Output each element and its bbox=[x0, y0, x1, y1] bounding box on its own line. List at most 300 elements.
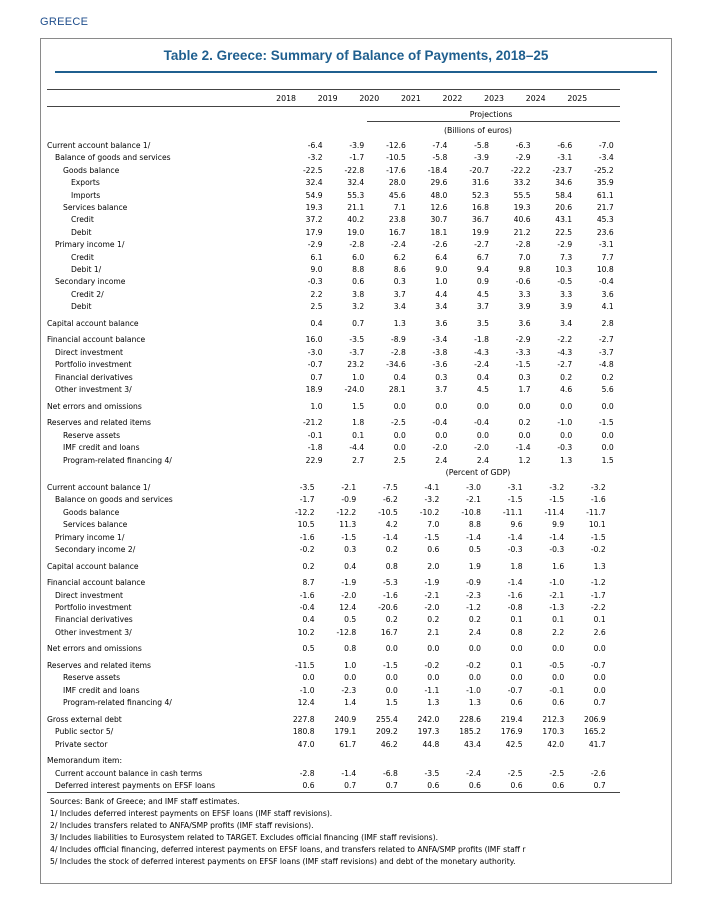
cell-2021: 9.0 bbox=[435, 265, 448, 275]
row-label: Balance on goods and services bbox=[55, 495, 173, 505]
cell-2018: -1.0 bbox=[299, 685, 315, 695]
cell-2018: 16.0 bbox=[305, 335, 323, 345]
cell-2019: -2.3 bbox=[341, 685, 357, 695]
cell-2019: 2.7 bbox=[352, 455, 365, 465]
year-header-2020: 2020 bbox=[359, 94, 380, 103]
cell-2019: 32.4 bbox=[347, 178, 365, 188]
cell-2021: 197.3 bbox=[417, 727, 440, 737]
cell-2024: 20.6 bbox=[555, 203, 573, 213]
cell-2021: 3.4 bbox=[435, 302, 448, 312]
cell-2022: 36.7 bbox=[472, 215, 489, 225]
table-row bbox=[47, 227, 614, 239]
table-row bbox=[47, 627, 606, 639]
row-label: Public sector 5/ bbox=[55, 727, 114, 737]
cell-2018: 6.1 bbox=[310, 252, 323, 262]
cell-2018: -2.9 bbox=[307, 240, 323, 250]
cell-2021: 0.6 bbox=[427, 781, 440, 791]
cell-2024: -4.3 bbox=[557, 347, 573, 357]
cell-2025: 10.8 bbox=[596, 265, 614, 275]
cell-2023: 33.2 bbox=[513, 178, 531, 188]
cell-2022: 0.9 bbox=[476, 277, 489, 287]
cell-2020: -17.6 bbox=[386, 165, 406, 175]
cell-2019: 0.7 bbox=[352, 318, 365, 328]
cell-2022: 4.5 bbox=[476, 385, 489, 395]
cell-2024: -1.4 bbox=[549, 532, 565, 542]
cell-2025: -1.5 bbox=[590, 532, 606, 542]
table-row bbox=[47, 755, 606, 767]
cell-2020: -12.6 bbox=[386, 141, 406, 150]
cell-2018: 0.7 bbox=[310, 372, 323, 382]
cell-2021: 29.6 bbox=[430, 178, 448, 188]
cell-2019: 19.0 bbox=[347, 227, 365, 237]
cell-2024: -6.6 bbox=[557, 141, 573, 150]
cell-2018: 1.0 bbox=[310, 401, 323, 411]
cell-2018: 2.2 bbox=[310, 289, 323, 299]
header-mid-rule bbox=[47, 106, 620, 107]
cell-2025: -0.2 bbox=[590, 545, 606, 555]
cell-2022: 0.2 bbox=[468, 615, 481, 625]
cell-2019: 11.3 bbox=[339, 520, 357, 530]
cell-2019: 3.8 bbox=[352, 289, 365, 299]
table-row bbox=[47, 202, 614, 214]
cell-2024: 0.0 bbox=[552, 673, 565, 683]
cell-2023: 0.0 bbox=[518, 401, 531, 411]
cell-2024: 2.2 bbox=[552, 627, 565, 637]
cell-2021: -3.5 bbox=[424, 768, 440, 778]
cell-2023: 9.6 bbox=[510, 520, 523, 530]
cell-2025: 0.0 bbox=[593, 644, 606, 654]
footnote-4: 4/ Includes official financing, deferred interest payments on EFSF loans, and transfers related to ANFA/SMP profits (IMF staff r bbox=[50, 845, 526, 855]
cell-2024: -2.5 bbox=[549, 768, 565, 778]
row-label: Reserves and related items bbox=[47, 418, 151, 428]
cell-2019: 0.0 bbox=[344, 673, 357, 683]
cell-2024: 4.6 bbox=[560, 385, 573, 395]
cell-2023: -2.9 bbox=[515, 153, 531, 163]
cell-2022: 228.6 bbox=[459, 714, 481, 724]
cell-2021: 0.0 bbox=[427, 644, 440, 654]
cell-2021: 242.0 bbox=[417, 714, 440, 724]
cell-2022: 43.4 bbox=[464, 739, 481, 749]
cell-2022: 185.2 bbox=[459, 727, 481, 737]
cell-2019: 1.5 bbox=[352, 401, 365, 411]
cell-2022: 0.0 bbox=[468, 673, 481, 683]
cell-2025: -25.2 bbox=[594, 165, 614, 175]
cell-2021: 48.0 bbox=[430, 190, 448, 200]
table-row bbox=[47, 334, 614, 346]
cell-2025: 0.0 bbox=[593, 673, 606, 683]
cell-2021: 0.6 bbox=[427, 545, 440, 555]
cell-2018: 19.3 bbox=[305, 203, 323, 213]
cell-2018: 8.7 bbox=[302, 578, 315, 588]
year-header-2025: 2025 bbox=[567, 94, 588, 103]
cell-2022: 31.6 bbox=[472, 178, 489, 188]
cell-2020: -6.8 bbox=[382, 768, 398, 778]
cell-2023: 3.6 bbox=[518, 318, 531, 328]
cell-2024: -2.2 bbox=[557, 335, 573, 345]
cell-2023: -1.4 bbox=[515, 443, 531, 453]
table-row bbox=[47, 359, 614, 371]
row-label: Services balance bbox=[63, 520, 128, 530]
cell-2018: -6.4 bbox=[307, 141, 323, 150]
cell-2023: -1.4 bbox=[507, 532, 523, 542]
cell-2021: -1.5 bbox=[424, 532, 440, 542]
cell-2023: -1.5 bbox=[515, 360, 531, 370]
cell-2024: 3.3 bbox=[560, 289, 573, 299]
cell-2021: 0.0 bbox=[435, 401, 448, 411]
table-row bbox=[47, 660, 606, 672]
cell-2020: 0.8 bbox=[385, 561, 398, 571]
cell-2023: 0.0 bbox=[510, 673, 523, 683]
projections-rule bbox=[367, 121, 620, 122]
cell-2019: 23.2 bbox=[347, 360, 365, 370]
table-row bbox=[47, 697, 606, 709]
cell-2018: -0.3 bbox=[307, 277, 323, 287]
year-header-2023: 2023 bbox=[484, 94, 504, 103]
cell-2025: 45.3 bbox=[596, 215, 614, 225]
row-label: IMF credit and loans bbox=[63, 443, 140, 453]
cell-2023: 42.5 bbox=[505, 739, 523, 749]
cell-2023: -0.8 bbox=[507, 603, 523, 613]
cell-2024: 7.3 bbox=[560, 252, 573, 262]
cell-2020 bbox=[356, 755, 398, 767]
section-unit-label: (Percent of GDP) bbox=[445, 468, 511, 477]
cell-2020: 3.7 bbox=[393, 289, 406, 299]
cell-2023: 21.2 bbox=[513, 227, 531, 237]
row-label: Program-related financing 4/ bbox=[63, 455, 172, 465]
cell-2024: 34.6 bbox=[555, 178, 573, 188]
cell-2022: -2.4 bbox=[466, 768, 481, 778]
cell-2024: 10.3 bbox=[555, 265, 573, 275]
cell-2023: 7.0 bbox=[518, 252, 531, 262]
cell-2020: -10.5 bbox=[386, 153, 406, 163]
section-unit-label: (Billions of euros) bbox=[444, 126, 512, 135]
cell-2019: -1.7 bbox=[349, 153, 365, 163]
cell-2018: 0.6 bbox=[302, 781, 315, 791]
cell-2020: 46.2 bbox=[380, 739, 398, 749]
cell-2021: 0.0 bbox=[427, 673, 440, 683]
cell-2018: -1.6 bbox=[299, 590, 315, 600]
cell-2019: 0.3 bbox=[344, 545, 357, 555]
cell-2023 bbox=[481, 755, 523, 767]
cell-2018: -0.4 bbox=[299, 603, 315, 613]
cell-2022: 1.3 bbox=[468, 698, 481, 708]
cell-2024: -1.0 bbox=[549, 578, 565, 588]
cell-2023: -1.4 bbox=[507, 578, 523, 588]
cell-2022: 16.8 bbox=[472, 203, 489, 213]
cell-2019: 12.4 bbox=[339, 603, 357, 613]
table-row bbox=[47, 165, 614, 177]
cell-2024: 22.5 bbox=[555, 227, 573, 237]
cell-2019: -2.1 bbox=[341, 483, 357, 492]
cell-2024: 0.0 bbox=[560, 401, 573, 411]
cell-2021: -1.9 bbox=[424, 578, 440, 588]
cell-2022: 2.4 bbox=[468, 627, 481, 637]
cell-2019: -3.7 bbox=[349, 347, 365, 357]
cell-2021: 1.3 bbox=[427, 698, 440, 708]
cell-2023: 0.2 bbox=[518, 418, 531, 428]
cell-2018: 227.8 bbox=[292, 714, 315, 724]
cell-2020: 0.3 bbox=[393, 277, 406, 287]
cell-2024: -3.1 bbox=[557, 153, 573, 163]
cell-2025: -0.4 bbox=[598, 277, 614, 287]
cell-2024: 1.3 bbox=[560, 455, 573, 465]
cell-2024 bbox=[523, 755, 565, 767]
cell-2024: 42.0 bbox=[547, 739, 565, 749]
cell-2022: 1.9 bbox=[468, 561, 481, 571]
cell-2021: -3.8 bbox=[432, 347, 448, 357]
year-header-2022: 2022 bbox=[442, 94, 463, 103]
cell-2025: 0.7 bbox=[593, 781, 606, 791]
cell-2019: -24.0 bbox=[344, 385, 365, 395]
row-label: Financial account balance bbox=[47, 335, 146, 345]
cell-2025: -11.7 bbox=[586, 507, 606, 517]
source-note: Sources: Bank of Greece; and IMF staff estimates. bbox=[50, 797, 240, 806]
cell-2024: 170.3 bbox=[542, 727, 565, 737]
cell-2018: -12.2 bbox=[294, 507, 315, 517]
cell-2024: 58.4 bbox=[555, 190, 573, 200]
row-label: Direct investment bbox=[55, 590, 124, 600]
cell-2020: -8.9 bbox=[390, 335, 406, 345]
cell-2018: 0.4 bbox=[310, 318, 323, 328]
cell-2018: -11.5 bbox=[294, 661, 315, 671]
cell-2022 bbox=[439, 755, 481, 767]
cell-2023: 1.7 bbox=[518, 385, 531, 395]
cell-2020: 0.0 bbox=[393, 443, 406, 453]
cell-2018: 10.5 bbox=[297, 520, 315, 530]
cell-2022: -20.7 bbox=[469, 165, 489, 175]
cell-2018: 2.5 bbox=[310, 302, 323, 312]
cell-2022: -0.2 bbox=[466, 661, 481, 671]
cell-2021: 2.0 bbox=[427, 561, 440, 571]
cell-2021: 12.6 bbox=[430, 203, 448, 213]
cell-2018: -1.7 bbox=[299, 495, 315, 505]
table-row bbox=[47, 152, 614, 164]
row-label: Goods balance bbox=[63, 165, 120, 175]
row-label: Exports bbox=[71, 178, 100, 188]
cell-2022: 19.9 bbox=[472, 227, 489, 237]
cell-2025: -2.7 bbox=[598, 335, 614, 345]
cell-2022: -3.9 bbox=[474, 153, 489, 163]
cell-2022: 3.7 bbox=[476, 302, 489, 312]
cell-2025 bbox=[564, 755, 606, 767]
table-row bbox=[47, 614, 606, 626]
table-row bbox=[47, 177, 614, 189]
row-label: Program-related financing 4/ bbox=[63, 698, 172, 708]
cell-2018: 12.4 bbox=[297, 698, 315, 708]
cell-2025: -2.2 bbox=[590, 603, 606, 613]
cell-2019: -3.9 bbox=[349, 141, 365, 150]
cell-2019: -22.8 bbox=[344, 165, 365, 175]
cell-2019: -3.5 bbox=[349, 335, 365, 345]
cell-2022: -1.8 bbox=[474, 335, 489, 345]
cell-2025: 0.0 bbox=[601, 430, 614, 440]
cell-2020: -20.6 bbox=[378, 603, 398, 613]
cell-2019: -1.5 bbox=[341, 532, 357, 542]
cell-2025: 0.2 bbox=[601, 372, 614, 382]
cell-2020: 16.7 bbox=[380, 627, 398, 637]
cell-2018: 0.5 bbox=[302, 644, 315, 654]
cell-2020: -2.4 bbox=[390, 240, 406, 250]
table-row bbox=[47, 602, 606, 614]
footnote-1: 1/ Includes deferred interest payments on EFSF loans (IMF staff revisions). bbox=[50, 809, 333, 819]
cell-2023: 9.8 bbox=[518, 265, 531, 275]
cell-2023: -2.8 bbox=[515, 240, 531, 250]
cell-2020: -1.5 bbox=[382, 661, 398, 671]
table-row bbox=[47, 780, 606, 792]
row-label: Primary income 1/ bbox=[55, 532, 125, 542]
cell-2025: -3.7 bbox=[598, 347, 614, 357]
projections-label: Projections bbox=[469, 110, 513, 119]
cell-2018: -0.7 bbox=[307, 360, 323, 370]
cell-2020: -2.5 bbox=[390, 418, 406, 428]
row-label: Reserve assets bbox=[63, 673, 121, 683]
cell-2019: 21.1 bbox=[347, 203, 365, 213]
cell-2018: -3.5 bbox=[299, 483, 315, 492]
cell-2023: 219.4 bbox=[500, 714, 523, 724]
row-label: Net errors and omissions bbox=[47, 401, 142, 411]
cell-2023: -0.7 bbox=[507, 685, 523, 695]
row-label: Current account balance 1/ bbox=[47, 141, 151, 150]
cell-2020: 209.2 bbox=[376, 727, 398, 737]
cell-2019 bbox=[315, 755, 357, 767]
cell-2021: 0.0 bbox=[435, 430, 448, 440]
cell-2025: 1.3 bbox=[593, 561, 606, 571]
cell-2022: -10.8 bbox=[461, 507, 481, 517]
cell-2019: 179.1 bbox=[334, 727, 357, 737]
cell-2025: 35.9 bbox=[596, 178, 614, 188]
table-row bbox=[47, 643, 606, 655]
cell-2024: 1.6 bbox=[552, 561, 565, 571]
row-label: Reserve assets bbox=[63, 430, 121, 440]
cell-2023: 3.3 bbox=[518, 289, 531, 299]
cell-2019: 240.9 bbox=[334, 714, 357, 724]
cell-2021: -3.2 bbox=[424, 495, 440, 505]
cell-2020: 28.0 bbox=[388, 178, 406, 188]
cell-2021: 0.2 bbox=[427, 615, 440, 625]
cell-2020: -34.6 bbox=[386, 360, 406, 370]
row-label: Debit bbox=[71, 227, 92, 237]
table-row bbox=[47, 714, 606, 726]
cell-2018: 10.2 bbox=[297, 627, 315, 637]
cell-2019: 40.2 bbox=[347, 215, 365, 225]
table-row bbox=[47, 318, 614, 330]
row-label: Primary income 1/ bbox=[55, 240, 125, 250]
cell-2020: 0.7 bbox=[385, 781, 398, 791]
footnote-5: 5/ Includes the stock of deferred interest payments on EFSF loans (IMF staff revisions) and debt of the monetary authority. bbox=[50, 857, 516, 867]
cell-2018: 22.9 bbox=[305, 455, 323, 465]
cell-2024: 212.3 bbox=[542, 714, 565, 724]
cell-2020: 3.4 bbox=[393, 302, 406, 312]
cell-2018: -0.1 bbox=[307, 430, 323, 440]
cell-2025: 41.7 bbox=[588, 739, 606, 749]
cell-2020: 28.1 bbox=[388, 385, 406, 395]
cell-2025: 21.7 bbox=[596, 203, 614, 213]
cell-2020: 45.6 bbox=[388, 190, 406, 200]
cell-2025: 0.0 bbox=[593, 685, 606, 695]
cell-2021: -2.0 bbox=[424, 603, 440, 613]
cell-2019: -0.9 bbox=[341, 495, 357, 505]
cell-2019: 6.0 bbox=[352, 252, 365, 262]
cell-2024: -1.5 bbox=[549, 495, 565, 505]
cell-2020: 1.5 bbox=[385, 698, 398, 708]
row-label: Debit bbox=[71, 302, 92, 312]
cell-2020: 4.2 bbox=[385, 520, 398, 530]
row-label: Financial account balance bbox=[47, 578, 146, 588]
cell-2022: 4.5 bbox=[476, 289, 489, 299]
cell-2018: -3.0 bbox=[307, 347, 323, 357]
cell-2021 bbox=[398, 755, 440, 767]
cell-2025: -2.6 bbox=[590, 768, 606, 778]
cell-2023: -0.3 bbox=[507, 545, 523, 555]
row-label: Secondary income bbox=[55, 277, 126, 287]
cell-2025: 61.1 bbox=[596, 190, 614, 200]
cell-2024: -0.5 bbox=[557, 277, 573, 287]
cell-2021: -3.6 bbox=[432, 360, 448, 370]
cell-2021: 7.0 bbox=[427, 520, 440, 530]
cell-2025: 206.9 bbox=[584, 714, 606, 724]
cell-2022: -5.8 bbox=[474, 141, 489, 150]
cell-2021: 2.4 bbox=[435, 455, 448, 465]
country-header: GREECE bbox=[40, 16, 89, 28]
cell-2023: 0.6 bbox=[510, 781, 523, 791]
table-row bbox=[47, 301, 614, 313]
cell-2023: -3.1 bbox=[507, 483, 523, 492]
cell-2020: -2.8 bbox=[390, 347, 406, 357]
cell-2021: -2.6 bbox=[432, 240, 448, 250]
row-label: Other investment 3/ bbox=[55, 385, 132, 395]
cell-2024: -1.0 bbox=[557, 418, 573, 428]
cell-2023: -1.5 bbox=[507, 495, 523, 505]
cell-2023: 1.8 bbox=[510, 561, 523, 571]
header-top-rule bbox=[47, 89, 620, 90]
row-label: Credit bbox=[71, 215, 94, 225]
cell-2018: -1.6 bbox=[299, 532, 315, 542]
cell-2018 bbox=[273, 755, 315, 767]
table-row bbox=[47, 401, 614, 413]
cell-2022: -2.1 bbox=[466, 495, 481, 505]
title-underline bbox=[55, 71, 657, 73]
cell-2020: -6.2 bbox=[382, 495, 398, 505]
row-label: Credit bbox=[71, 252, 94, 262]
cell-2022: 3.5 bbox=[476, 318, 489, 328]
cell-2022: 0.0 bbox=[476, 401, 489, 411]
cell-2022: 0.0 bbox=[468, 644, 481, 654]
cell-2020: 0.0 bbox=[385, 685, 398, 695]
cell-2020: -5.3 bbox=[382, 578, 398, 588]
cell-2019: 55.3 bbox=[347, 190, 365, 200]
cell-2025: -1.2 bbox=[590, 578, 606, 588]
cell-2020: -1.4 bbox=[382, 532, 398, 542]
cell-2018: -3.2 bbox=[307, 153, 323, 163]
cell-2019: 1.8 bbox=[352, 418, 365, 428]
row-label: Capital account balance bbox=[47, 318, 139, 328]
cell-2023: -3.3 bbox=[515, 347, 531, 357]
cell-2019: 0.4 bbox=[344, 561, 357, 571]
row-label: Debit 1/ bbox=[71, 265, 102, 275]
cell-2024: -23.7 bbox=[552, 165, 573, 175]
table-row bbox=[47, 442, 614, 454]
cell-2019: -2.0 bbox=[341, 590, 357, 600]
cell-2025: 165.2 bbox=[584, 727, 606, 737]
cell-2023: 0.6 bbox=[510, 698, 523, 708]
cell-2020: 0.0 bbox=[385, 673, 398, 683]
row-label: Secondary income 2/ bbox=[55, 545, 136, 555]
cell-2021: 0.3 bbox=[435, 372, 448, 382]
row-label: IMF credit and loans bbox=[63, 685, 140, 695]
footnote-2: 2/ Includes transfers related to ANFA/SMP profits (IMF staff revisions). bbox=[50, 821, 314, 831]
footnotes bbox=[50, 796, 610, 869]
cell-2022: -1.2 bbox=[466, 603, 481, 613]
